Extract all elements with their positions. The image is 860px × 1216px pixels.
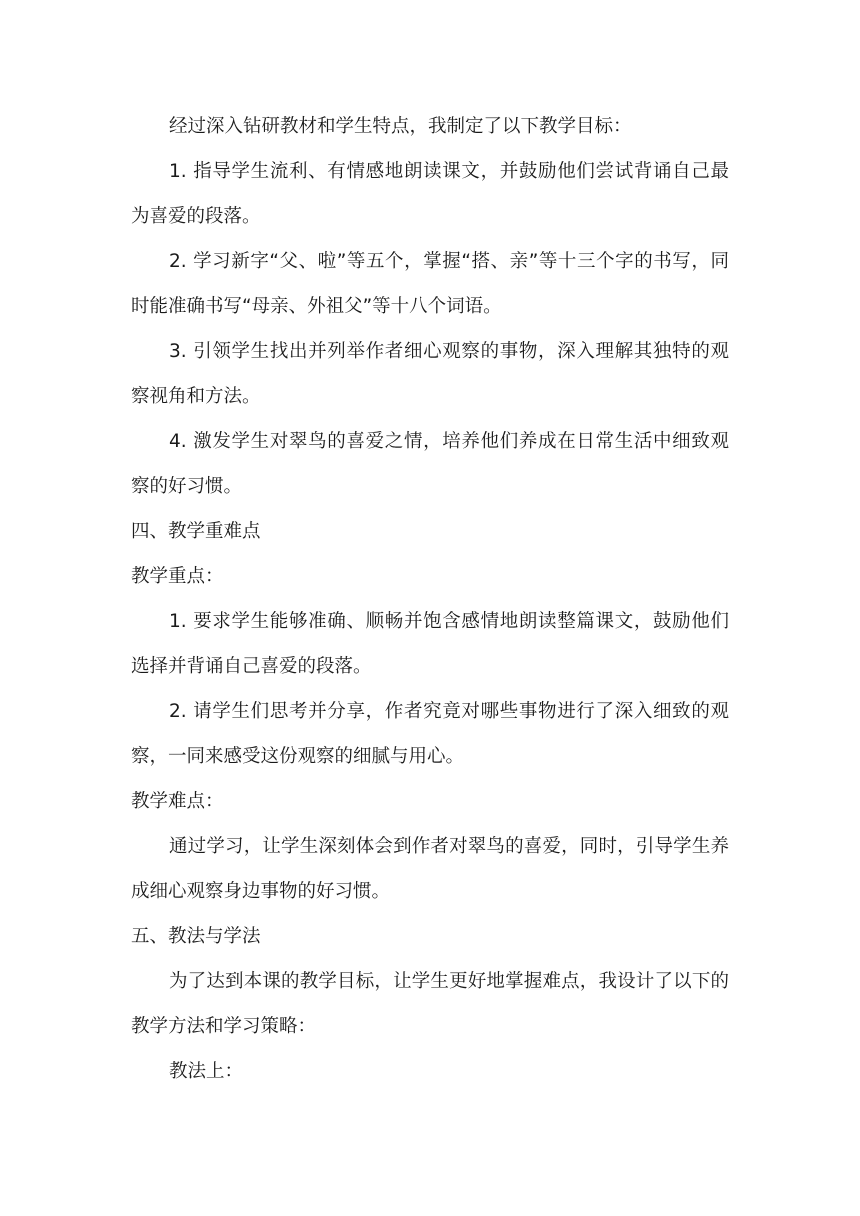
section-4-heading: 四、教学重难点 — [131, 521, 261, 542]
difficult-points-label: 教学难点： — [131, 791, 224, 812]
key-point-2-paragraph: 2. 请学生们思考并分享，作者究竟对哪些事物进行了深入细致的观察，一同来感受这份观察的细腻与用心。 — [131, 701, 729, 767]
intro-paragraph: 经过深入钻研教材和学生特点，我制定了以下教学目标： — [169, 116, 632, 137]
goal-4-paragraph: 4. 激发学生对翠鸟的喜爱之情，培养他们养成在日常生活中细致观察的好习惯。 — [131, 431, 729, 497]
difficult-point-paragraph: 通过学习，让学生深刻体会到作者对翠鸟的喜爱，同时，引导学生养成细心观察身边事物的好习惯。 — [131, 836, 729, 902]
goal-1-paragraph: 1. 指导学生流利、有情感地朗读课文，并鼓励他们尝试背诵自己最为喜爱的段落。 — [131, 161, 729, 227]
key-point-1-paragraph: 1. 要求学生能够准确、顺畅并饱含感情地朗读整篇课文，鼓励他们选择并背诵自己喜爱的段落。 — [131, 611, 729, 677]
goal-2-paragraph: 2. 学习新字“父、啦”等五个，掌握“搭、亲”等十三个字的书写，同时能准确书写“母亲、外祖父”等十八个词语。 — [131, 251, 729, 317]
key-points-label: 教学重点： — [131, 566, 224, 587]
document-body — [131, 104, 729, 1094]
section-5-heading: 五、教法与学法 — [131, 926, 261, 947]
teaching-method-label: 教法上： — [169, 1061, 244, 1082]
method-intro-paragraph: 为了达到本课的教学目标，让学生更好地掌握难点，我设计了以下的教学方法和学习策略： — [131, 971, 729, 1037]
goal-3-paragraph: 3. 引领学生找出并列举作者细心观察的事物，深入理解其独特的观察视角和方法。 — [131, 341, 729, 407]
